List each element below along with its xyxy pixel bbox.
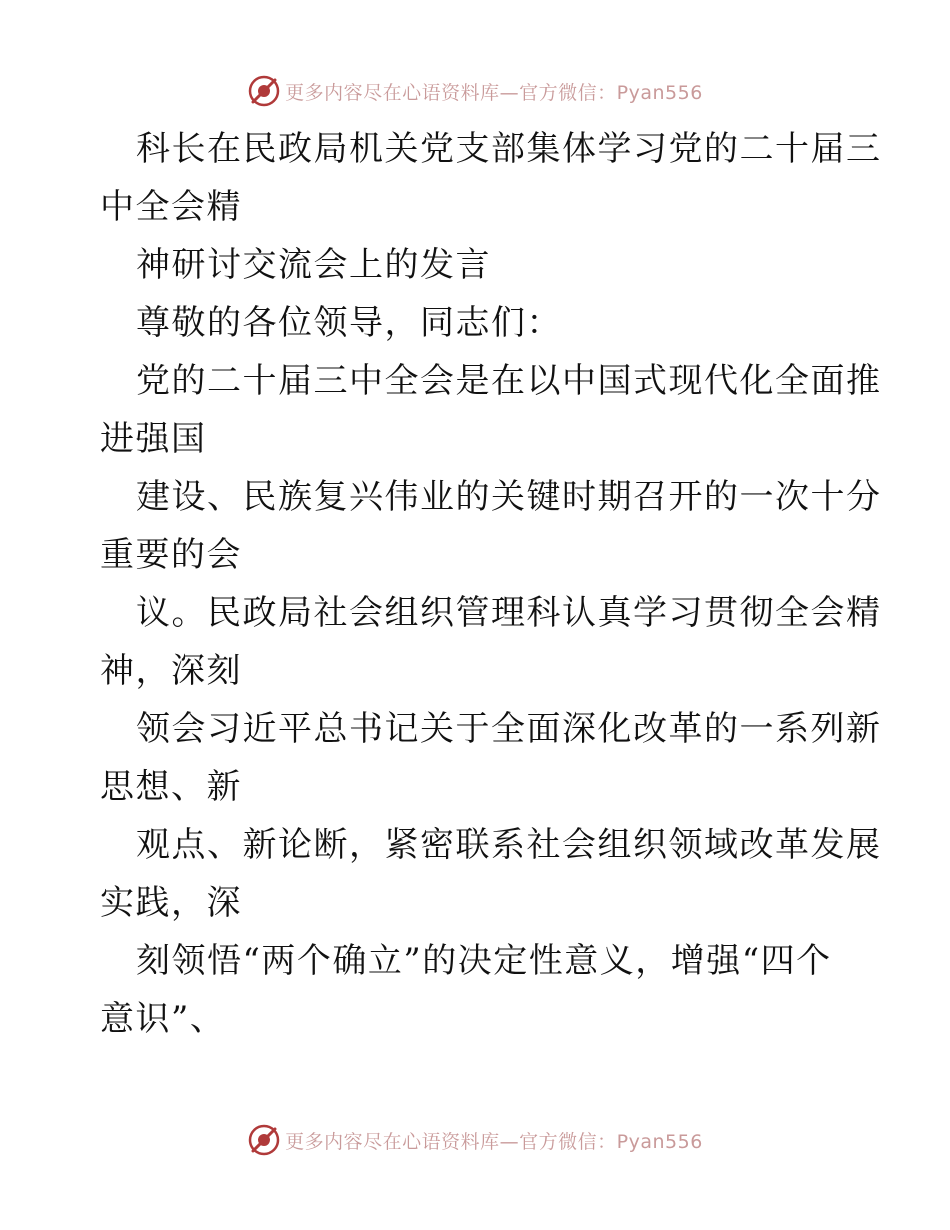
text-line: 实践，深 <box>100 883 242 923</box>
text-line: 领会习近平总书记关于全面深化改革的一系列新 <box>136 709 882 749</box>
text-line: 刻领悟“两个确立”的决定性意义，增强“四个 <box>136 941 832 981</box>
logo-icon <box>247 1123 281 1157</box>
watermark-footer <box>0 1120 950 1160</box>
watermark-text: 更多内容尽在心语资料库—官方微信：Pyan556 <box>285 81 703 104</box>
text-line: 观点、新论断，紧密联系社会组织领域改革发展 <box>136 825 882 865</box>
document-body <box>100 120 882 1048</box>
text-line: 议。民政局社会组织管理科认真学习贯彻全会精 <box>136 593 882 633</box>
watermark-header <box>0 71 950 111</box>
text-line: 中全会精 <box>100 187 242 227</box>
text-line: 尊敬的各位领导，同志们： <box>136 303 562 343</box>
logo-icon <box>247 74 281 108</box>
watermark-text: 更多内容尽在心语资料库—官方微信：Pyan556 <box>285 1130 703 1153</box>
text-line: 重要的会 <box>100 535 242 575</box>
text-line: 进强国 <box>100 419 207 459</box>
text-line: 神研讨交流会上的发言 <box>136 245 491 285</box>
text-line: 建设、民族复兴伟业的关键时期召开的一次十分 <box>136 477 882 517</box>
text-line: 党的二十届三中全会是在以中国式现代化全面推 <box>136 361 882 401</box>
text-line: 科长在民政局机关党支部集体学习党的二十届三 <box>136 129 882 169</box>
text-line: 神，深刻 <box>100 651 242 691</box>
text-line: 思想、新 <box>100 767 242 807</box>
text-line: 意识”、 <box>100 999 226 1039</box>
